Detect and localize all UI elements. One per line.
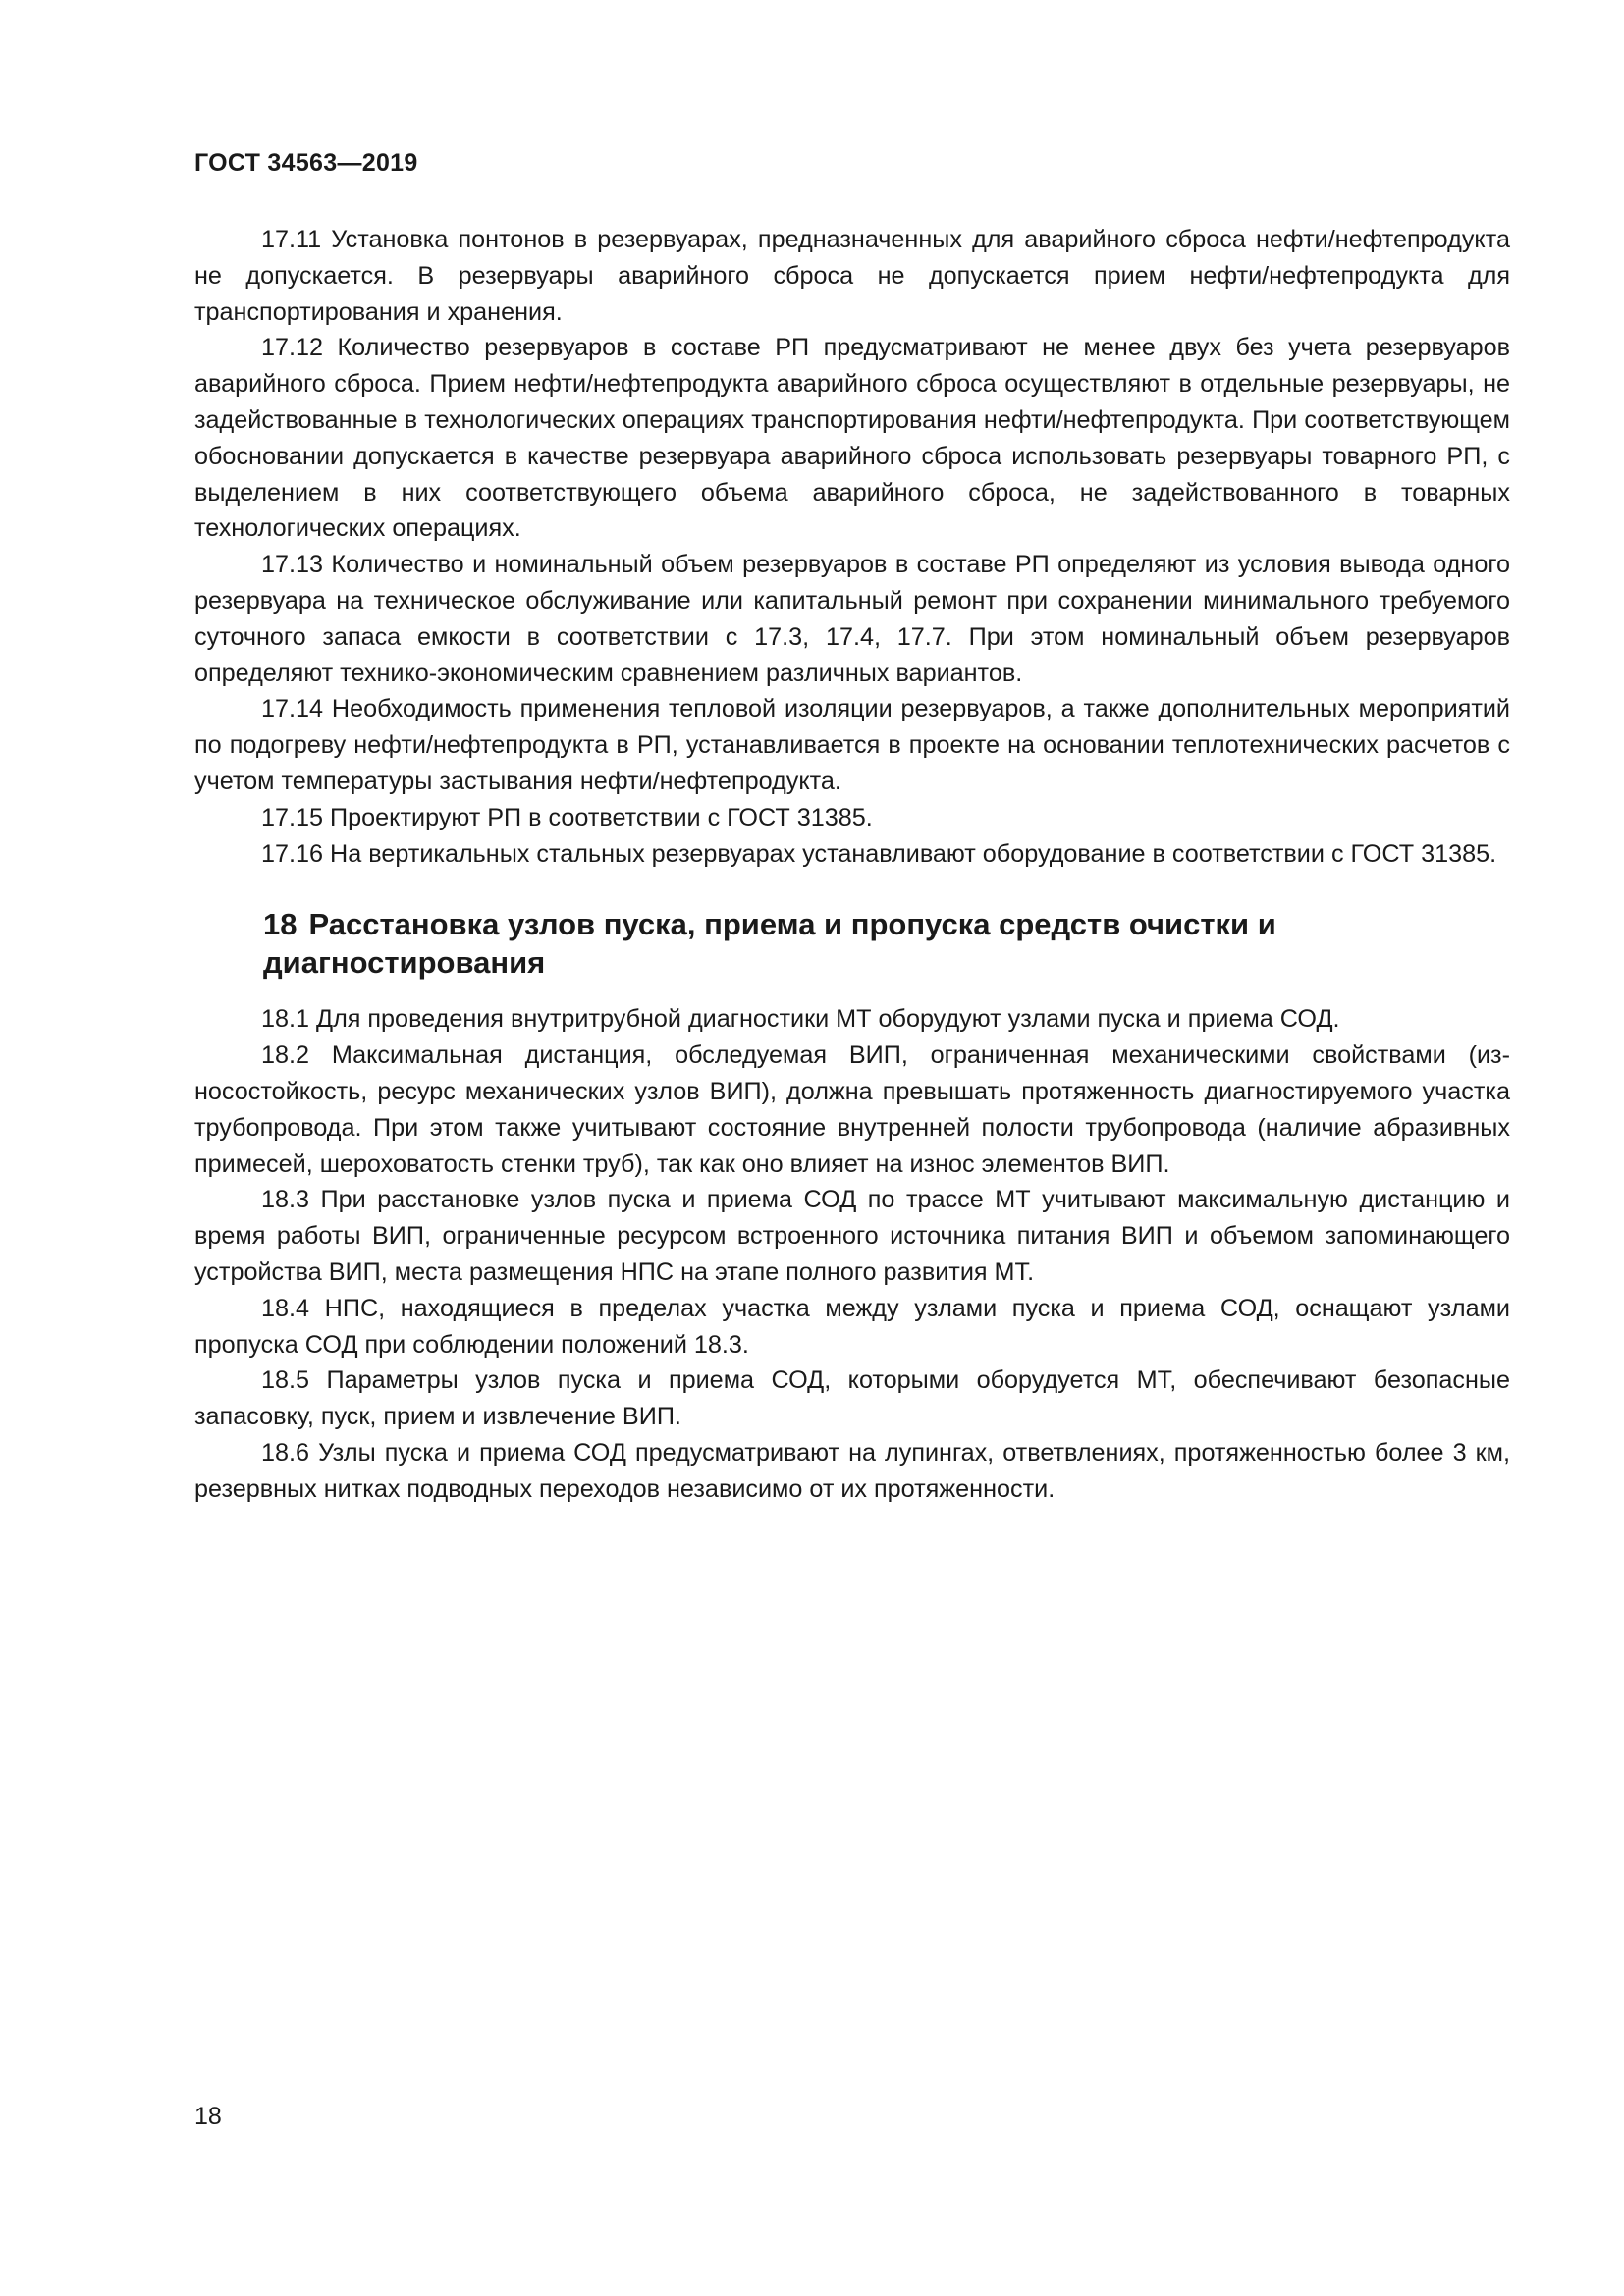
paragraph-18-6: 18.6 Узлы пуска и приема СОД предусматривают на лупингах, ответвлениях, протяженностью более 3 км, резервных нитках подводных переходов независимо от их протяженности.	[194, 1438, 1510, 1503]
section-18-number: 18	[263, 907, 298, 942]
paragraph-17-12: 17.12 Количество резервуаров в составе РП предусматривают не менее двух без учета резервуаров аварийного сброса. Прием нефти/нефтепродукта аварийного сброса осуществляют в отдельные резервуары, не задействованные в технологических операциях транспортирования нефти/нефтепродукта. При соответствующем обосновании допускается в качестве резервуара аварийного сброса использовать резервуары товарного РП, с выделением в них соответствующего объема аварийного сброса, не задействованного в товарных технологических операциях.	[194, 334, 1510, 543]
paragraph-17-14: 17.14 Необходимость применения тепловой изоляции резервуаров, а также дополнительных мероприятий по подогреву нефти/нефтепродукта в РП, устанавливается в проекте на основании теплотехнических расчетов с учетом температуры застывания нефти/нефтепродукта.	[194, 695, 1510, 795]
paragraph-18-1: 18.1 Для проведения внутритрубной диагностики МТ оборудуют узлами пуска и приема СОД.	[261, 1005, 1340, 1034]
page-number: 18	[194, 2103, 222, 2130]
section-18-title: Расстановка узлов пуска, приема и пропуска средств очистки и диагностирования	[263, 907, 1276, 981]
section-18-heading	[194, 905, 1373, 982]
document-header: ГОСТ 34563—2019	[194, 149, 418, 177]
paragraph-18-2: 18.2 Максимальная дистанция, обследуемая ВИП, ограниченная механическими свойствами (износостойкость, ресурс механических узлов ВИП), должна превышать протяженность диагностируемого участка трубопровода. При этом также учитывают состояние внутренней полости трубопровода (наличие абразивных примесей, шероховатость стенки труб), так как оно влияет на износ элементов ВИП.	[194, 1041, 1510, 1178]
paragraph-17-11: 17.11 Установка понтонов в резервуарах, предназначенных для аварийного сброса нефти/нефтепродукта не допускается. В резервуары аварийного сброса не допускается прием нефти/нефтепродукта для транспортирования и хранения.	[194, 226, 1510, 326]
paragraph-17-16: 17.16 На вертикальных стальных резервуарах устанавливают оборудование в соответствии с ГОСТ 31385.	[261, 839, 1497, 868]
paragraph-17-15: 17.15 Проектируют РП в соответствии с ГОСТ 31385.	[261, 803, 873, 831]
paragraph-18-5: 18.5 Параметры узлов пуска и приема СОД, которыми оборудуется МТ, обеспечивают безопасные запасовку, пуск, прием и извлечение ВИП.	[194, 1366, 1510, 1431]
paragraph-18-3: 18.3 При расстановке узлов пуска и приема СОД по трассе МТ учитывают максимальную дистанцию и время работы ВИП, ограниченные ресурсом встроенного источника питания ВИП и объемом запоминающего устройства ВИП, места размещения НПС на этапе полного развития МТ.	[194, 1186, 1510, 1286]
paragraph-18-4: 18.4 НПС, находящиеся в пределах участка между узлами пуска и приема СОД, оснащают узлами пропуска СОД при соблюдении положений 18.3.	[194, 1294, 1510, 1359]
paragraph-17-13: 17.13 Количество и номинальный объем резервуаров в составе РП определяют из условия вывода одного резервуара на техническое обслуживание или капитальный ремонт при сохранении минимального требуемого суточного запаса емкости в соответствии с 17.3, 17.4, 17.7. При этом номинальный объем резервуаров определяют технико-экономическим сравнением различных вариантов.	[194, 551, 1510, 687]
document-body	[194, 222, 1510, 1508]
